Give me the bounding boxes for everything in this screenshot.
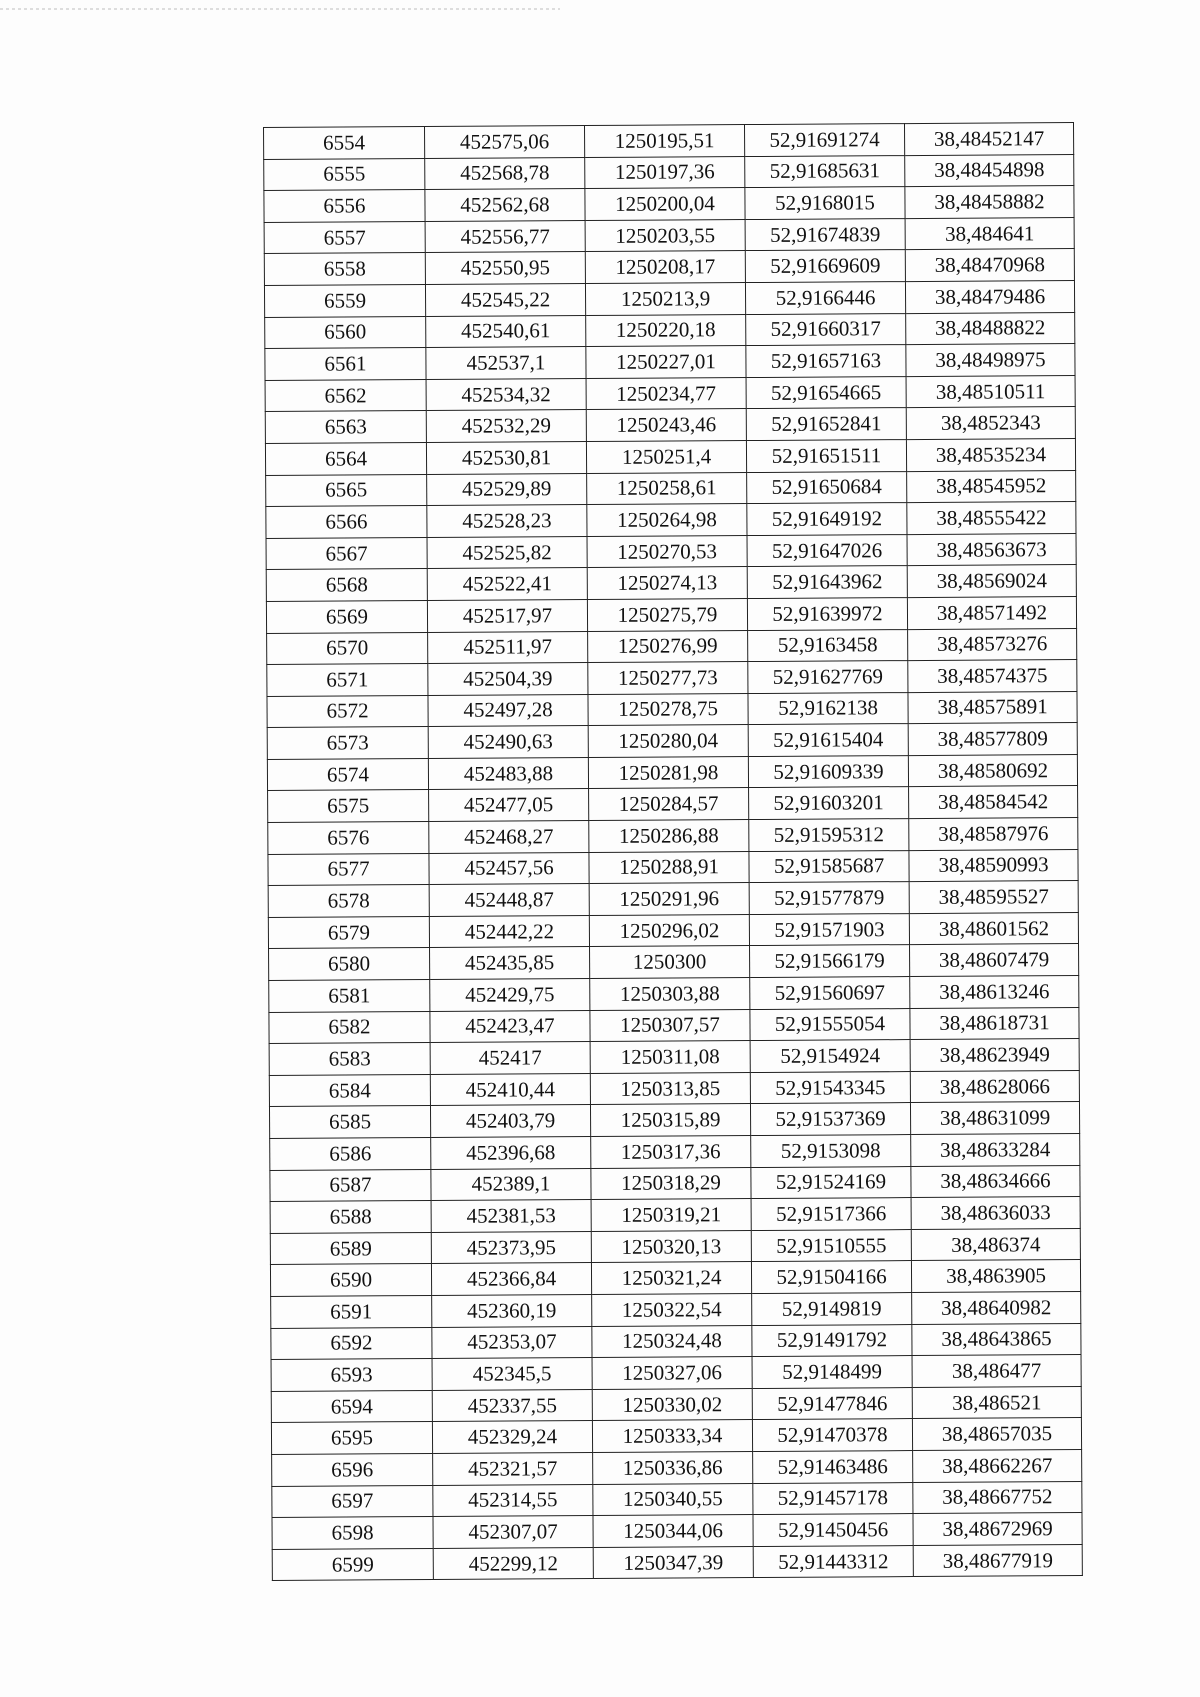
y-coordinate-cell: 1250243,46 bbox=[586, 409, 746, 442]
longitude-cell: 38,48574375 bbox=[908, 660, 1077, 693]
x-coordinate-cell: 452575,06 bbox=[425, 126, 585, 159]
y-coordinate-cell: 1250258,61 bbox=[587, 472, 747, 505]
table-row bbox=[271, 1386, 1081, 1423]
latitude-cell: 52,91560697 bbox=[750, 977, 910, 1010]
y-coordinate-cell: 1250333,34 bbox=[592, 1420, 752, 1453]
longitude-cell: 38,48633284 bbox=[911, 1134, 1080, 1167]
point-number-cell: 6569 bbox=[266, 600, 427, 633]
latitude-cell: 52,9168015 bbox=[745, 187, 905, 220]
longitude-cell: 38,48636033 bbox=[911, 1197, 1080, 1230]
point-number-cell: 6555 bbox=[264, 158, 425, 191]
longitude-cell: 38,48555422 bbox=[907, 502, 1076, 535]
point-number-cell: 6580 bbox=[269, 948, 430, 981]
y-coordinate-cell: 1250296,02 bbox=[589, 914, 749, 947]
longitude-cell: 38,48607479 bbox=[910, 944, 1079, 977]
y-coordinate-cell: 1250340,55 bbox=[593, 1483, 753, 1516]
longitude-cell: 38,48584542 bbox=[909, 786, 1078, 819]
point-number-cell: 6577 bbox=[268, 853, 429, 886]
table-row bbox=[267, 754, 1077, 791]
table-row bbox=[267, 628, 1077, 665]
point-number-cell: 6588 bbox=[270, 1201, 431, 1234]
point-number-cell: 6570 bbox=[267, 632, 428, 665]
point-number-cell: 6563 bbox=[265, 411, 426, 444]
table-row bbox=[264, 217, 1074, 254]
y-coordinate-cell: 1250220,18 bbox=[586, 314, 746, 347]
x-coordinate-cell: 452410,44 bbox=[430, 1073, 590, 1106]
longitude-cell: 38,48575891 bbox=[908, 691, 1077, 724]
table-row bbox=[270, 1197, 1080, 1234]
table-row bbox=[268, 881, 1078, 918]
latitude-cell: 52,91457178 bbox=[753, 1482, 913, 1515]
point-number-cell: 6560 bbox=[265, 316, 426, 349]
x-coordinate-cell: 452366,84 bbox=[431, 1263, 591, 1296]
point-number-cell: 6596 bbox=[272, 1453, 433, 1486]
y-coordinate-cell: 1250317,36 bbox=[591, 1136, 751, 1169]
x-coordinate-cell: 452442,22 bbox=[429, 915, 589, 948]
latitude-cell: 52,91504166 bbox=[751, 1261, 911, 1294]
longitude-cell: 38,48498975 bbox=[906, 344, 1075, 377]
x-coordinate-cell: 452429,75 bbox=[430, 979, 590, 1012]
table-row bbox=[270, 1134, 1080, 1171]
latitude-cell: 52,91510555 bbox=[751, 1229, 911, 1262]
table-row bbox=[268, 849, 1078, 886]
latitude-cell: 52,91652841 bbox=[746, 408, 906, 441]
latitude-cell: 52,9148499 bbox=[752, 1356, 912, 1389]
latitude-cell: 52,91650684 bbox=[747, 471, 907, 504]
latitude-cell: 52,91524169 bbox=[751, 1166, 911, 1199]
point-number-cell: 6562 bbox=[265, 379, 426, 412]
point-number-cell: 6595 bbox=[271, 1422, 432, 1455]
point-number-cell: 6589 bbox=[270, 1232, 431, 1265]
table-row bbox=[267, 723, 1077, 760]
table-row bbox=[268, 912, 1078, 949]
y-coordinate-cell: 1250336,86 bbox=[593, 1451, 753, 1484]
latitude-cell: 52,91585687 bbox=[749, 850, 909, 883]
x-coordinate-cell: 452545,22 bbox=[425, 284, 585, 317]
coordinates-table-body bbox=[264, 123, 1083, 1581]
table-row bbox=[265, 407, 1075, 444]
table-row bbox=[268, 786, 1078, 823]
table-row bbox=[264, 249, 1074, 286]
table-row bbox=[266, 533, 1076, 570]
point-number-cell: 6568 bbox=[266, 569, 427, 602]
y-coordinate-cell: 1250322,54 bbox=[592, 1294, 752, 1327]
y-coordinate-cell: 1250213,9 bbox=[585, 283, 745, 316]
y-coordinate-cell: 1250264,98 bbox=[587, 504, 747, 537]
table-row bbox=[269, 1039, 1079, 1076]
longitude-cell: 38,48677919 bbox=[913, 1544, 1082, 1577]
longitude-cell: 38,48667752 bbox=[913, 1481, 1082, 1514]
latitude-cell: 52,9163458 bbox=[748, 629, 908, 662]
y-coordinate-cell: 1250330,02 bbox=[592, 1388, 752, 1421]
latitude-cell: 52,91450456 bbox=[753, 1514, 913, 1547]
latitude-cell: 52,91654665 bbox=[746, 376, 906, 409]
latitude-cell: 52,91491792 bbox=[752, 1324, 912, 1357]
longitude-cell: 38,48662267 bbox=[913, 1449, 1082, 1482]
x-coordinate-cell: 452550,95 bbox=[425, 252, 585, 285]
point-number-cell: 6586 bbox=[270, 1137, 431, 1170]
y-coordinate-cell: 1250197,36 bbox=[585, 156, 745, 189]
point-number-cell: 6581 bbox=[269, 980, 430, 1013]
point-number-cell: 6594 bbox=[271, 1390, 432, 1423]
latitude-cell: 52,91577879 bbox=[749, 882, 909, 915]
y-coordinate-cell: 1250288,91 bbox=[589, 851, 749, 884]
point-number-cell: 6599 bbox=[272, 1548, 433, 1581]
x-coordinate-cell: 452532,29 bbox=[426, 410, 586, 443]
x-coordinate-cell: 452534,32 bbox=[426, 378, 586, 411]
point-number-cell: 6590 bbox=[270, 1264, 431, 1297]
latitude-cell: 52,91463486 bbox=[753, 1450, 913, 1483]
longitude-cell: 38,486374 bbox=[911, 1228, 1080, 1261]
table-row bbox=[270, 1260, 1080, 1297]
table-row bbox=[265, 438, 1075, 475]
x-coordinate-cell: 452530,81 bbox=[426, 441, 586, 474]
table-row bbox=[267, 691, 1077, 728]
longitude-cell: 38,48623949 bbox=[910, 1039, 1079, 1072]
table-row bbox=[265, 375, 1075, 412]
table-row bbox=[271, 1291, 1081, 1328]
y-coordinate-cell: 1250281,98 bbox=[588, 756, 748, 789]
longitude-cell: 38,48631099 bbox=[910, 1102, 1079, 1135]
latitude-cell: 52,91627769 bbox=[748, 661, 908, 694]
longitude-cell: 38,48545952 bbox=[907, 470, 1076, 503]
longitude-cell: 38,48590993 bbox=[909, 849, 1078, 882]
table-row bbox=[265, 312, 1075, 349]
point-number-cell: 6558 bbox=[264, 253, 425, 286]
x-coordinate-cell: 452568,78 bbox=[425, 157, 585, 190]
longitude-cell: 38,48580692 bbox=[908, 754, 1077, 787]
x-coordinate-cell: 452525,82 bbox=[427, 536, 587, 569]
x-coordinate-cell: 452321,57 bbox=[433, 1452, 593, 1485]
table-row bbox=[272, 1544, 1082, 1581]
longitude-cell: 38,48618731 bbox=[910, 1007, 1079, 1040]
y-coordinate-cell: 1250347,39 bbox=[593, 1546, 753, 1579]
x-coordinate-cell: 452448,87 bbox=[429, 884, 589, 917]
table-row bbox=[270, 1165, 1080, 1202]
y-coordinate-cell: 1250200,04 bbox=[585, 188, 745, 221]
x-coordinate-cell: 452307,07 bbox=[433, 1516, 593, 1549]
latitude-cell: 52,91566179 bbox=[750, 945, 910, 978]
table-row bbox=[269, 976, 1079, 1013]
point-number-cell: 6554 bbox=[264, 127, 425, 160]
latitude-cell: 52,91685631 bbox=[745, 155, 905, 188]
table-row bbox=[264, 186, 1074, 223]
y-coordinate-cell: 1250251,4 bbox=[586, 440, 746, 473]
table-row bbox=[266, 596, 1076, 633]
point-number-cell: 6565 bbox=[266, 474, 427, 507]
longitude-cell: 38,48613246 bbox=[910, 976, 1079, 1009]
latitude-cell: 52,91555054 bbox=[750, 1008, 910, 1041]
x-coordinate-cell: 452299,12 bbox=[433, 1547, 593, 1580]
y-coordinate-cell: 1250307,57 bbox=[590, 1009, 750, 1042]
y-coordinate-cell: 1250321,24 bbox=[591, 1262, 751, 1295]
latitude-cell: 52,91477846 bbox=[752, 1387, 912, 1420]
longitude-cell: 38,486521 bbox=[912, 1386, 1081, 1419]
y-coordinate-cell: 1250270,53 bbox=[587, 535, 747, 568]
point-number-cell: 6559 bbox=[264, 284, 425, 317]
latitude-cell: 52,91649192 bbox=[747, 503, 907, 536]
longitude-cell: 38,48510511 bbox=[906, 375, 1075, 408]
y-coordinate-cell: 1250286,88 bbox=[589, 820, 749, 853]
coordinates-table bbox=[263, 122, 1083, 1581]
y-coordinate-cell: 1250234,77 bbox=[586, 377, 746, 410]
x-coordinate-cell: 452423,47 bbox=[430, 1010, 590, 1043]
longitude-cell: 38,48595527 bbox=[909, 881, 1078, 914]
longitude-cell: 38,48535234 bbox=[906, 438, 1075, 471]
y-coordinate-cell: 1250300 bbox=[590, 946, 750, 979]
longitude-cell: 38,4863905 bbox=[911, 1260, 1080, 1293]
longitude-cell: 38,48571492 bbox=[907, 596, 1076, 629]
latitude-cell: 52,9149819 bbox=[752, 1293, 912, 1326]
y-coordinate-cell: 1250274,13 bbox=[587, 567, 747, 600]
x-coordinate-cell: 452477,05 bbox=[429, 789, 589, 822]
x-coordinate-cell: 452396,68 bbox=[431, 1137, 591, 1170]
latitude-cell: 52,91669609 bbox=[745, 250, 905, 283]
latitude-cell: 52,9162138 bbox=[748, 692, 908, 725]
table-row bbox=[266, 470, 1076, 507]
x-coordinate-cell: 452504,39 bbox=[428, 663, 588, 696]
latitude-cell: 52,91639972 bbox=[747, 597, 907, 630]
point-number-cell: 6572 bbox=[267, 695, 428, 728]
table-row bbox=[266, 502, 1076, 539]
point-number-cell: 6571 bbox=[267, 664, 428, 697]
x-coordinate-cell: 452529,89 bbox=[427, 473, 587, 506]
x-coordinate-cell: 452528,23 bbox=[427, 505, 587, 538]
longitude-cell: 38,486477 bbox=[912, 1355, 1081, 1388]
y-coordinate-cell: 1250344,06 bbox=[593, 1515, 753, 1548]
point-number-cell: 6575 bbox=[268, 790, 429, 823]
latitude-cell: 52,9166446 bbox=[745, 282, 905, 315]
x-coordinate-cell: 452314,55 bbox=[433, 1484, 593, 1517]
table-row bbox=[264, 154, 1074, 191]
point-number-cell: 6583 bbox=[269, 1043, 430, 1076]
longitude-cell: 38,48573276 bbox=[908, 628, 1077, 661]
x-coordinate-cell: 452540,61 bbox=[426, 315, 586, 348]
table-row bbox=[265, 344, 1075, 381]
y-coordinate-cell: 1250276,99 bbox=[588, 630, 748, 663]
table-row bbox=[271, 1355, 1081, 1392]
longitude-cell: 38,48569024 bbox=[907, 565, 1076, 598]
point-number-cell: 6584 bbox=[269, 1074, 430, 1107]
scan-artifact-line bbox=[0, 8, 560, 10]
x-coordinate-cell: 452345,5 bbox=[432, 1358, 592, 1391]
latitude-cell: 52,91674839 bbox=[745, 218, 905, 251]
point-number-cell: 6578 bbox=[268, 885, 429, 918]
y-coordinate-cell: 1250313,85 bbox=[590, 1072, 750, 1105]
y-coordinate-cell: 1250227,01 bbox=[586, 346, 746, 379]
longitude-cell: 38,48634666 bbox=[911, 1165, 1080, 1198]
table-row bbox=[269, 1102, 1079, 1139]
x-coordinate-cell: 452468,27 bbox=[429, 821, 589, 854]
latitude-cell: 52,91571903 bbox=[749, 913, 909, 946]
point-number-cell: 6587 bbox=[270, 1169, 431, 1202]
x-coordinate-cell: 452522,41 bbox=[427, 568, 587, 601]
point-number-cell: 6556 bbox=[264, 190, 425, 223]
y-coordinate-cell: 1250291,96 bbox=[589, 883, 749, 916]
table-row bbox=[267, 660, 1077, 697]
y-coordinate-cell: 1250284,57 bbox=[589, 788, 749, 821]
point-number-cell: 6593 bbox=[271, 1359, 432, 1392]
x-coordinate-cell: 452360,19 bbox=[432, 1294, 592, 1327]
y-coordinate-cell: 1250303,88 bbox=[590, 978, 750, 1011]
table-row bbox=[272, 1481, 1082, 1518]
point-number-cell: 6567 bbox=[266, 537, 427, 570]
table-row bbox=[272, 1513, 1082, 1550]
point-number-cell: 6592 bbox=[271, 1327, 432, 1360]
latitude-cell: 52,91643962 bbox=[747, 566, 907, 599]
latitude-cell: 52,91657163 bbox=[746, 345, 906, 378]
x-coordinate-cell: 452483,88 bbox=[428, 757, 588, 790]
point-number-cell: 6573 bbox=[267, 727, 428, 760]
point-number-cell: 6579 bbox=[268, 916, 429, 949]
table-row bbox=[271, 1323, 1081, 1360]
y-coordinate-cell: 1250277,73 bbox=[588, 662, 748, 695]
longitude-cell: 38,48454898 bbox=[905, 154, 1074, 187]
point-number-cell: 6576 bbox=[268, 822, 429, 855]
latitude-cell: 52,91609339 bbox=[748, 755, 908, 788]
y-coordinate-cell: 1250315,89 bbox=[590, 1104, 750, 1137]
point-number-cell: 6566 bbox=[266, 506, 427, 539]
table-row bbox=[269, 944, 1079, 981]
y-coordinate-cell: 1250203,55 bbox=[585, 219, 745, 252]
longitude-cell: 38,48672969 bbox=[913, 1513, 1082, 1546]
point-number-cell: 6598 bbox=[272, 1517, 433, 1550]
y-coordinate-cell: 1250275,79 bbox=[587, 598, 747, 631]
longitude-cell: 38,48643865 bbox=[912, 1323, 1081, 1356]
longitude-cell: 38,48628066 bbox=[910, 1070, 1079, 1103]
table-row bbox=[270, 1228, 1080, 1265]
longitude-cell: 38,48488822 bbox=[906, 312, 1075, 345]
point-number-cell: 6574 bbox=[267, 758, 428, 791]
x-coordinate-cell: 452373,95 bbox=[431, 1231, 591, 1264]
x-coordinate-cell: 452435,85 bbox=[430, 947, 590, 980]
longitude-cell: 38,48640982 bbox=[912, 1291, 1081, 1324]
longitude-cell: 38,4852343 bbox=[906, 407, 1075, 440]
x-coordinate-cell: 452389,1 bbox=[431, 1168, 591, 1201]
latitude-cell: 52,91651511 bbox=[746, 440, 906, 473]
table-row bbox=[271, 1418, 1081, 1455]
latitude-cell: 52,91691274 bbox=[744, 124, 904, 157]
latitude-cell: 52,9154924 bbox=[750, 1040, 910, 1073]
latitude-cell: 52,91615404 bbox=[748, 724, 908, 757]
latitude-cell: 52,91443312 bbox=[753, 1545, 913, 1578]
latitude-cell: 52,91517366 bbox=[751, 1198, 911, 1231]
longitude-cell: 38,48458882 bbox=[905, 186, 1074, 219]
table-row bbox=[266, 565, 1076, 602]
point-number-cell: 6597 bbox=[272, 1485, 433, 1518]
y-coordinate-cell: 1250318,29 bbox=[591, 1167, 751, 1200]
x-coordinate-cell: 452457,56 bbox=[429, 852, 589, 885]
point-number-cell: 6564 bbox=[265, 442, 426, 475]
point-number-cell: 6585 bbox=[269, 1106, 430, 1139]
x-coordinate-cell: 452497,28 bbox=[428, 694, 588, 727]
longitude-cell: 38,48587976 bbox=[909, 818, 1078, 851]
latitude-cell: 52,91543345 bbox=[750, 1071, 910, 1104]
x-coordinate-cell: 452537,1 bbox=[426, 347, 586, 380]
latitude-cell: 52,91595312 bbox=[749, 819, 909, 852]
x-coordinate-cell: 452517,97 bbox=[427, 599, 587, 632]
x-coordinate-cell: 452403,79 bbox=[430, 1105, 590, 1138]
y-coordinate-cell: 1250327,06 bbox=[592, 1357, 752, 1390]
x-coordinate-cell: 452490,63 bbox=[428, 726, 588, 759]
table-row bbox=[269, 1007, 1079, 1044]
latitude-cell: 52,91660317 bbox=[746, 313, 906, 346]
x-coordinate-cell: 452337,55 bbox=[432, 1389, 592, 1422]
point-number-cell: 6582 bbox=[269, 1011, 430, 1044]
y-coordinate-cell: 1250320,13 bbox=[591, 1230, 751, 1263]
y-coordinate-cell: 1250319,21 bbox=[591, 1199, 751, 1232]
y-coordinate-cell: 1250208,17 bbox=[585, 251, 745, 284]
longitude-cell: 38,48452147 bbox=[904, 123, 1073, 156]
longitude-cell: 38,48601562 bbox=[909, 912, 1078, 945]
y-coordinate-cell: 1250195,51 bbox=[584, 125, 744, 158]
table-row bbox=[264, 123, 1074, 160]
longitude-cell: 38,48470968 bbox=[905, 249, 1074, 282]
point-number-cell: 6561 bbox=[265, 348, 426, 381]
y-coordinate-cell: 1250280,04 bbox=[588, 725, 748, 758]
latitude-cell: 52,91537369 bbox=[750, 1103, 910, 1136]
y-coordinate-cell: 1250324,48 bbox=[592, 1325, 752, 1358]
y-coordinate-cell: 1250311,08 bbox=[590, 1041, 750, 1074]
table-row bbox=[268, 818, 1078, 855]
table-row bbox=[272, 1449, 1082, 1486]
longitude-cell: 38,48479486 bbox=[905, 281, 1074, 314]
latitude-cell: 52,91603201 bbox=[749, 787, 909, 820]
x-coordinate-cell: 452329,24 bbox=[432, 1421, 592, 1454]
x-coordinate-cell: 452353,07 bbox=[432, 1326, 592, 1359]
longitude-cell: 38,48563673 bbox=[907, 533, 1076, 566]
longitude-cell: 38,48657035 bbox=[912, 1418, 1081, 1451]
point-number-cell: 6591 bbox=[271, 1295, 432, 1328]
latitude-cell: 52,91470378 bbox=[752, 1419, 912, 1452]
latitude-cell: 52,9153098 bbox=[751, 1135, 911, 1168]
longitude-cell: 38,48577809 bbox=[908, 723, 1077, 756]
longitude-cell: 38,484641 bbox=[905, 217, 1074, 250]
x-coordinate-cell: 452556,77 bbox=[425, 220, 585, 253]
x-coordinate-cell: 452381,53 bbox=[431, 1200, 591, 1233]
y-coordinate-cell: 1250278,75 bbox=[588, 693, 748, 726]
x-coordinate-cell: 452417 bbox=[430, 1042, 590, 1075]
x-coordinate-cell: 452562,68 bbox=[425, 189, 585, 222]
latitude-cell: 52,91647026 bbox=[747, 534, 907, 567]
point-number-cell: 6557 bbox=[264, 221, 425, 254]
x-coordinate-cell: 452511,97 bbox=[428, 631, 588, 664]
table-row bbox=[269, 1070, 1079, 1107]
table-row bbox=[264, 281, 1074, 318]
